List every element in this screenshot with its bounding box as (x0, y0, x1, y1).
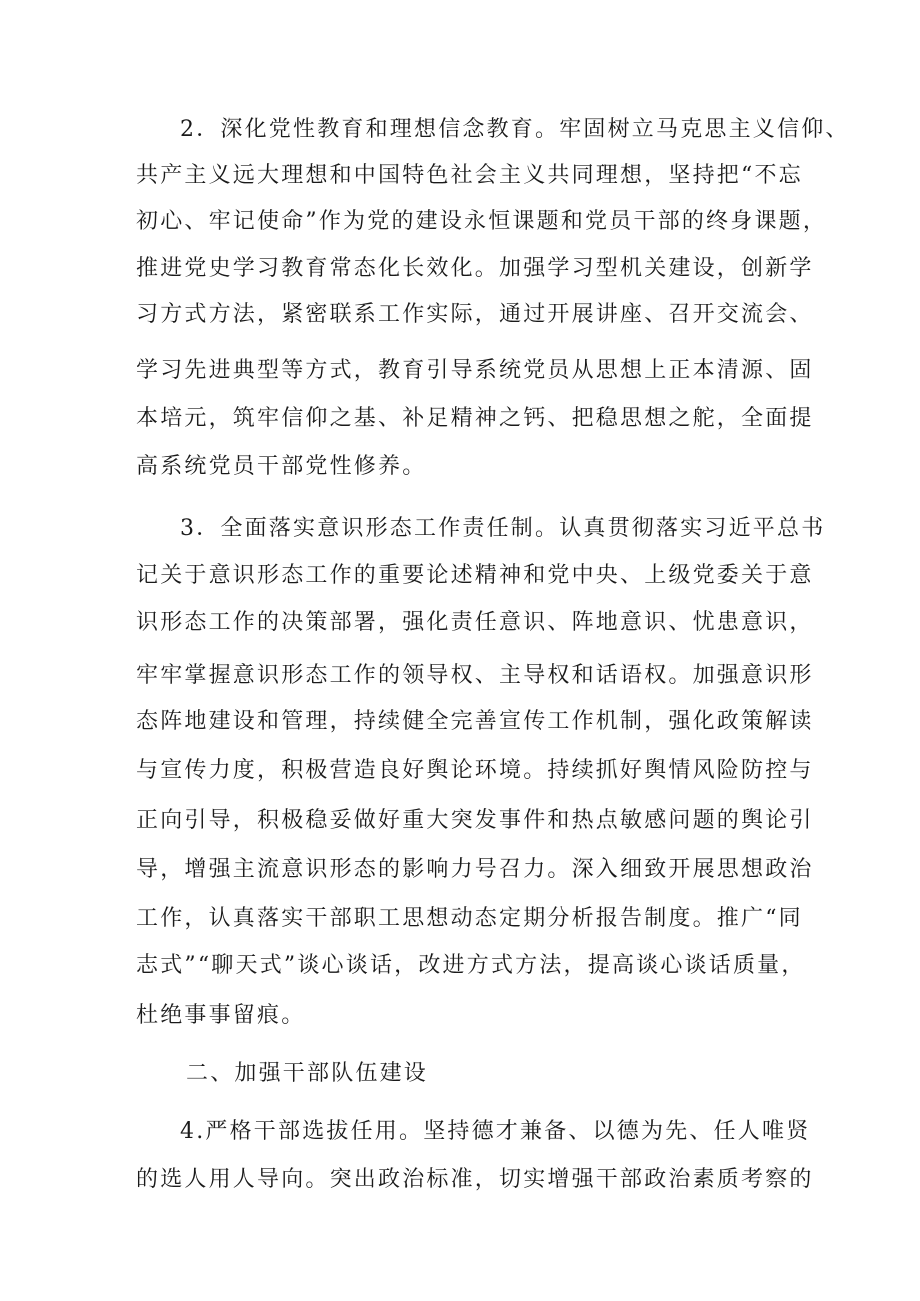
paragraph-3-line-6: 与宣传力度，积极营造良好舆论环境。持续抓好舆情风险防控与 (136, 758, 814, 783)
paragraph-2-line-4: 推进党史学习教育常态化长效化。加强学习型机关建设，创新学 (136, 256, 814, 281)
paragraph-3-line-1: 3．全面落实意识形态工作责任制。认真贯彻落实习近平总书 (180, 516, 826, 541)
paragraph-2-line-7: 本培元，筑牢信仰之基、补足精神之钙、把稳思想之舵，全面提 (136, 406, 814, 431)
section-heading: 二、加强干部队伍建设 (186, 1061, 429, 1086)
paragraph-3-line-9: 工作，认真落实干部职工思想动态定期分析报告制度。推广“同 (136, 906, 803, 931)
paragraph-2-line-3: 初心、牢记使命”作为党的建设永恒课题和党员干部的终身课题， (136, 209, 828, 234)
paragraph-3-line-4: 牢牢掌握意识形态工作的领导权、主导权和话语权。加强意识形 (136, 663, 814, 688)
paragraph-4-line-2: 的选人用人导向。突出政治标准，切实增强干部政治素质考察的 (136, 1167, 814, 1192)
paragraph-3-line-10: 志式”“聊天式”谈心谈话，改进方式方法，提高谈心谈话质量， (136, 953, 806, 978)
paragraph-2-line-6: 学习先进典型等方式，教育引导系统党员从思想上正本清源、固 (136, 358, 814, 383)
paragraph-2-line-8: 高系统党员干部党性修养。 (136, 454, 427, 479)
paragraph-3-line-7: 正向引导，积极稳妥做好重大突发事件和热点敏感问题的舆论引 (136, 808, 814, 833)
paragraph-2-line-2: 共产主义远大理想和中国特色社会主义共同理想，坚持把“不忘 (136, 163, 803, 188)
paragraph-3-line-8: 导，增强主流意识形态的影响力号召力。深入细致开展思想政治 (136, 857, 814, 882)
paragraph-3-line-2: 记关于意识形态工作的重要论述精神和党中央、上级党委关于意 (136, 563, 814, 588)
paragraph-2-line-1: 2．深化党性教育和理想信念教育。牢固树立马克思主义信仰、 (180, 117, 850, 142)
paragraph-2-line-5: 习方式方法，紧密联系工作实际，通过开展讲座、召开交流会、 (136, 302, 814, 327)
paragraph-4-line-1: 4.严格干部选拔任用。坚持德才兼备、以德为先、任人唯贤 (180, 1119, 811, 1144)
paragraph-3-line-5: 态阵地建设和管理，持续健全完善宣传工作机制，强化政策解读 (136, 709, 814, 734)
paragraph-3-line-11: 杜绝事事留痕。 (136, 1003, 306, 1028)
paragraph-3-line-3: 识形态工作的决策部署，强化责任意识、阵地意识、忧患意识， (136, 610, 814, 635)
